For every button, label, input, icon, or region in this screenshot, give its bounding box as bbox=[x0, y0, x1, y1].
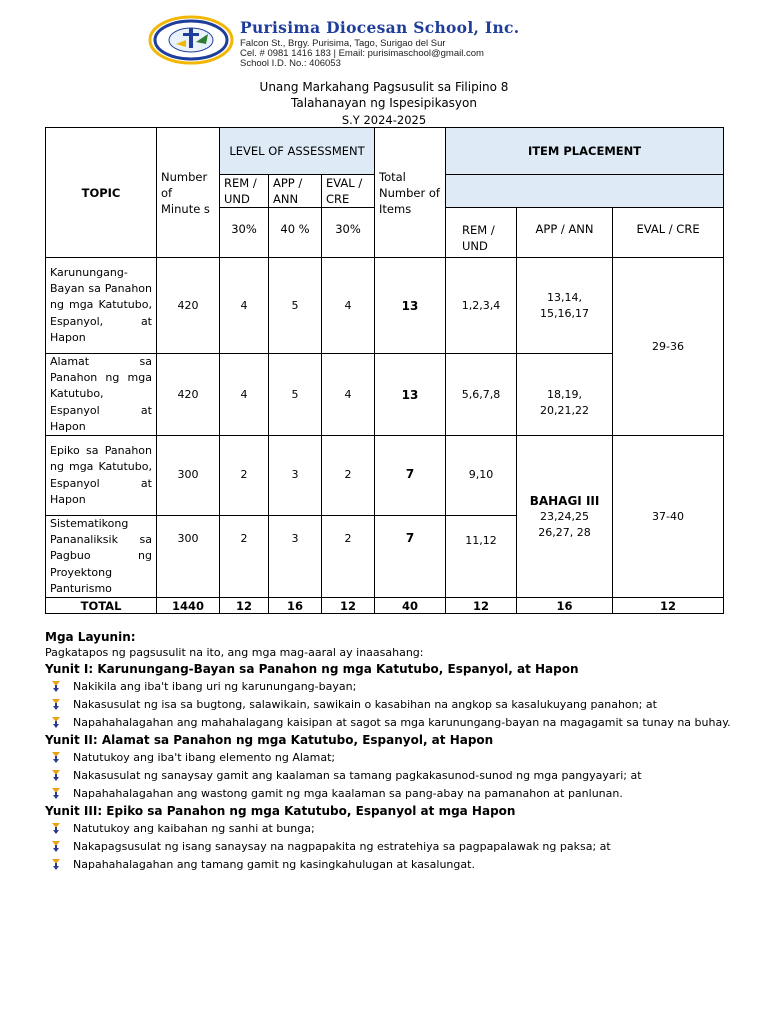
exam-title: Unang Markahang Pagsusulit sa Filipino 8 bbox=[259, 80, 509, 94]
objective-text: Nakasusulat ng sanaysay gamit ang kaalaman sa tamang pagkakasunod-sunod ng mga pangyayari; at bbox=[73, 769, 642, 782]
header-rem-und: REM / UND bbox=[220, 175, 269, 208]
topic-cell: Epiko sa Panahon ng mga Katutubo, Espanyol at Hapon bbox=[46, 436, 157, 516]
objective-text: Natutukoy ang kaibahan ng sanhi at bunga; bbox=[73, 822, 315, 835]
header-app-pct: 40 % bbox=[269, 208, 322, 258]
list-item bbox=[45, 838, 735, 856]
eval-cell: 4 bbox=[322, 258, 375, 354]
app-cell: 3 bbox=[269, 436, 322, 516]
objective-list bbox=[45, 820, 735, 874]
total-items-cell: 7 bbox=[375, 436, 446, 516]
total-minutes: 1440 bbox=[157, 598, 220, 614]
unit-title: Yunit III: Epiko sa Panahon ng mga Katutubo, Espanyol at mga Hapon bbox=[45, 804, 516, 818]
table-row bbox=[46, 436, 724, 516]
total-items-cell: 7 bbox=[375, 516, 446, 598]
arrow-bullet-icon bbox=[51, 770, 61, 781]
table-row bbox=[46, 258, 724, 354]
header-item-placement: ITEM PLACEMENT bbox=[446, 128, 724, 175]
arrow-bullet-icon bbox=[51, 752, 61, 763]
school-year: S.Y 2024-2025 bbox=[341, 113, 427, 127]
rem-cell: 4 bbox=[220, 258, 269, 354]
header-app-ann: APP / ANN bbox=[269, 175, 322, 208]
total-app: 16 bbox=[269, 598, 322, 614]
header-minutes: Number of Minute s bbox=[157, 128, 220, 258]
total-eval: 12 bbox=[322, 598, 375, 614]
total-ip-app: 16 bbox=[517, 598, 613, 614]
objective-text: Napahahalagahan ang mahahalagang kaisipan at sagot sa mga karunungang-bayan na magagamit sa tunay na buhay. bbox=[73, 716, 731, 729]
objectives-heading: Mga Layunin: bbox=[45, 630, 136, 644]
ip-app-items-b: 26,27, 28 bbox=[538, 525, 591, 539]
minutes-cell: 300 bbox=[157, 516, 220, 598]
total-label: TOTAL bbox=[46, 598, 157, 614]
total-items-cell: 13 bbox=[375, 258, 446, 354]
list-item bbox=[45, 714, 735, 732]
topic-cell: Karunungang-Bayan sa Panahon ng mga Katutubo, Espanyol, at Hapon bbox=[46, 258, 157, 354]
header-ip-app-ann: APP / ANN bbox=[517, 208, 613, 258]
topic-cell: Sistematikong Pananaliksik sa Pagbuo ng Proyektong Panturismo bbox=[46, 516, 157, 598]
arrow-bullet-icon bbox=[51, 717, 61, 728]
minutes-cell: 420 bbox=[157, 258, 220, 354]
header-topic: TOPIC bbox=[46, 128, 157, 258]
ip-app-cell: 18,19, 20,21,22 bbox=[517, 354, 613, 436]
total-items-cell: 13 bbox=[375, 354, 446, 436]
ip-eval-cell-merged-2: 37-40 bbox=[613, 436, 724, 598]
list-item bbox=[45, 749, 735, 767]
unit-title: Yunit I: Karunungang-Bayan sa Panahon ng mga Katutubo, Espanyol, at Hapon bbox=[45, 662, 579, 676]
rem-cell: 4 bbox=[220, 354, 269, 436]
header-eval-pct: 30% bbox=[322, 208, 375, 258]
header-total-items: Total Number of Items bbox=[375, 128, 446, 258]
eval-cell: 2 bbox=[322, 436, 375, 516]
objectives-intro: Pagkatapos ng pagsusulit na ito, ang mga mag-aaral ay inaasahang: bbox=[45, 646, 424, 659]
school-address: Falcon St., Brgy. Purisima, Tago, Surigao del Sur bbox=[240, 38, 446, 49]
header-rem-pct: 30% bbox=[220, 208, 269, 258]
ip-rem-cell: 9,10 bbox=[446, 436, 517, 516]
ip-rem-cell: 5,6,7,8 bbox=[446, 354, 517, 436]
ip-rem-cell: 11,12 bbox=[446, 516, 517, 598]
arrow-bullet-icon bbox=[51, 859, 61, 870]
arrow-bullet-icon bbox=[51, 841, 61, 852]
ip-app-cell: 13,14, 15,16,17 bbox=[517, 258, 613, 354]
school-logo bbox=[148, 14, 234, 66]
ip-rem-cell: 1,2,3,4 bbox=[446, 258, 517, 354]
list-item bbox=[45, 767, 735, 785]
app-cell: 3 bbox=[269, 516, 322, 598]
unit-title: Yunit II: Alamat sa Panahon ng mga Katutubo, Espanyol, at Hapon bbox=[45, 733, 494, 747]
objective-list bbox=[45, 749, 735, 803]
objective-text: Nakikila ang iba't ibang uri ng karunungang-bayan; bbox=[73, 680, 357, 693]
rem-cell: 2 bbox=[220, 436, 269, 516]
objective-text: Nakasusulat ng isa sa bugtong, salawikain, sawikain o kasabihan na angkop sa kasalukuyang panahon; at bbox=[73, 698, 657, 711]
school-contact: Cel. # 0981 1416 183 | Email: purisimaschool@gmail.com bbox=[240, 48, 484, 59]
app-cell: 5 bbox=[269, 258, 322, 354]
objective-text: Natutukoy ang iba't ibang elemento ng Alamat; bbox=[73, 751, 336, 764]
school-id: School I.D. No.: 406053 bbox=[240, 58, 341, 69]
rem-cell: 2 bbox=[220, 516, 269, 598]
objectives-section bbox=[45, 629, 735, 874]
objective-list bbox=[45, 678, 735, 732]
eval-cell: 2 bbox=[322, 516, 375, 598]
list-item bbox=[45, 678, 735, 696]
arrow-bullet-icon bbox=[51, 788, 61, 799]
header-ip-eval-cre: EVAL / CRE bbox=[613, 208, 724, 258]
header-eval-cre: EVAL / CRE bbox=[322, 175, 375, 208]
header-level-of-assessment: LEVEL OF ASSESSMENT bbox=[220, 128, 375, 175]
item-placement-blank bbox=[446, 175, 724, 208]
list-item bbox=[45, 785, 735, 803]
list-item bbox=[45, 856, 735, 874]
list-item bbox=[45, 696, 735, 714]
objective-text: Nakapagsusulat ng isang sanaysay na nagpapakita ng estratehiya sa pagpapalawak ng paksa; at bbox=[73, 840, 611, 853]
minutes-cell: 420 bbox=[157, 354, 220, 436]
total-ip-rem: 12 bbox=[446, 598, 517, 614]
eval-cell: 4 bbox=[322, 354, 375, 436]
ip-app-cell-merged bbox=[517, 436, 613, 598]
specification-table bbox=[45, 127, 724, 614]
header-ip-rem-und: REM / UND bbox=[446, 208, 517, 258]
arrow-bullet-icon bbox=[51, 699, 61, 710]
objective-text: Napahahalagahan ang wastong gamit ng mga kaalaman sa pang-abay na pamanahon at panlunan. bbox=[73, 787, 623, 800]
document-title: Talahanayan ng Ispesipikasyon bbox=[291, 96, 477, 110]
topic-cell: Alamat sa Panahon ng mga Katutubo, Espanyol at Hapon bbox=[46, 354, 157, 436]
bahagi-label: BAHAGI III bbox=[529, 493, 600, 508]
total-row bbox=[46, 598, 724, 614]
minutes-cell: 300 bbox=[157, 436, 220, 516]
total-items: 40 bbox=[375, 598, 446, 614]
arrow-bullet-icon bbox=[51, 681, 61, 692]
list-item bbox=[45, 820, 735, 838]
total-ip-eval: 12 bbox=[613, 598, 724, 614]
letterhead bbox=[148, 14, 628, 70]
app-cell: 5 bbox=[269, 354, 322, 436]
objective-text: Napahahalagahan ang tamang gamit ng kasingkahulugan at kasalungat. bbox=[73, 858, 475, 871]
ip-app-items-a: 23,24,25 bbox=[540, 509, 589, 523]
school-name: Purisima Diocesan School, Inc. bbox=[240, 18, 520, 37]
ip-eval-cell-merged-1: 29-36 bbox=[613, 258, 724, 436]
arrow-bullet-icon bbox=[51, 823, 61, 834]
total-rem: 12 bbox=[220, 598, 269, 614]
